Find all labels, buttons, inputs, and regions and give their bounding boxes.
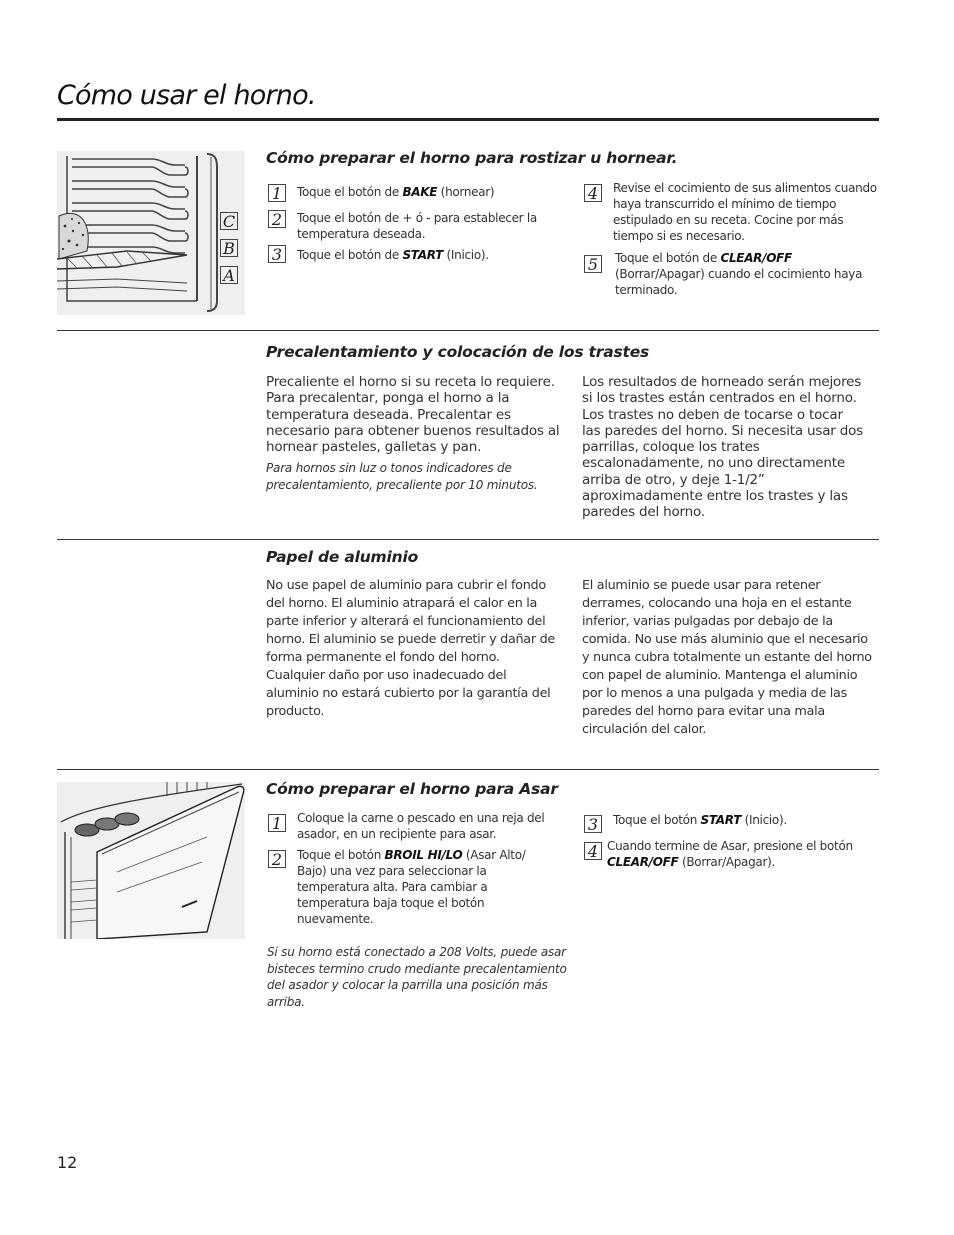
bake-step-number: 4 bbox=[584, 184, 602, 202]
bake-step-text: Toque el botón de CLEAR/OFF (Borrar/Apagar) cuando el cocimiento haya terminado. bbox=[615, 251, 863, 297]
preheat-heading: Precalentamiento y colocación de los trastes bbox=[266, 343, 650, 361]
foil-left-text: No use papel de aluminio para cubrir el fondo del horno. El aluminio atrapará el calor en la parte inferior y alterará el funcionamiento del horno. El aluminio se puede derretir y dañar de forma permanente el fondo del horno. Cualquier daño por uso inadecuado del aluminio no estará cubierto por la garantía del producto. bbox=[266, 578, 555, 719]
broil-step-number: 3 bbox=[584, 815, 602, 833]
broil-step-number: 2 bbox=[268, 850, 286, 868]
bake-step-text: Revise el cocimiento de sus alimentos cuando haya transcurrido el mínimo de tiempo estipulado en su receta. Cocine por más tiempo si es necesario. bbox=[613, 181, 877, 243]
bake-step-number: 5 bbox=[584, 255, 602, 273]
page-number: 12 bbox=[57, 1153, 78, 1172]
section-divider bbox=[57, 539, 879, 540]
rack-label-b: B bbox=[220, 239, 238, 257]
broil-step-text: Cuando termine de Asar, presione el botón CLEAR/OFF (Borrar/Apagar). bbox=[607, 839, 853, 869]
preheat-left-text: Precaliente el horno si su receta lo requiere. Para precalentar, ponga el horno a la temperatura deseada. Precalentar es necesario para obtener buenos resultados al hornear pasteles, galletas y pan. bbox=[266, 374, 560, 456]
bake-step-text: Toque el botón de + ó - para establecer la temperatura deseada. bbox=[297, 211, 537, 241]
broil-heading: Cómo preparar el horno para Asar bbox=[266, 780, 558, 798]
bake-step-number: 2 bbox=[268, 210, 286, 228]
section-divider bbox=[57, 330, 879, 331]
rack-label-a: A bbox=[220, 266, 238, 284]
section-divider bbox=[57, 769, 879, 770]
page-title: Cómo usar el horno. bbox=[57, 80, 316, 111]
rack-label-c: C bbox=[220, 212, 238, 230]
title-rule bbox=[57, 118, 879, 121]
preheat-right-text: Los resultados de horneado serán mejores si los trastes están centrados en el horno. Los trastes no deben de tocarse o tocar las paredes del horno. Si necesita usar dos parrillas, coloque los trates escalonadamente, no uno directamente arriba de otro, y deje 1-1/2” aproximadamente entre los trastes y las paredes del horno. bbox=[582, 374, 863, 521]
broil-note: Si su horno está conectado a 208 Volts, puede asar bisteces termino crudo mediante precalentamiento del asador y colocar la parrilla una posición más arriba. bbox=[267, 945, 567, 1009]
broil-step-text: Coloque la carne o pescado en una reja del asador, en un recipiente para asar. bbox=[297, 811, 545, 841]
foil-right-text: El aluminio se puede usar para retener derrames, colocando una hoja en el estante inferior, varias pulgadas por debajo de la comida. No use más aluminio que el necesario y nunca cubra totalmente un estante del horno con papel de aluminio. Mantenga el aluminio por lo menos a una pulgada y media de las paredes del horno para evitar una mala circulación del calor. bbox=[582, 578, 872, 737]
oven-racks-illustration bbox=[57, 151, 245, 315]
foil-heading: Papel de aluminio bbox=[266, 548, 419, 566]
broil-step-text: Toque el botón BROIL HI/LO (Asar Alto/ Bajo) una vez para seleccionar la temperatura alta. Para cambiar a temperatura baja toque el botón nuevamente. bbox=[297, 848, 526, 926]
bake-heading: Cómo preparar el horno para rostizar u hornear. bbox=[266, 149, 678, 167]
bake-step-number: 1 bbox=[268, 184, 286, 202]
broil-oven-illustration bbox=[57, 782, 245, 939]
preheat-note: Para hornos sin luz o tonos indicadores de precalentamiento, precaliente por 10 minutos. bbox=[266, 461, 538, 492]
bake-step-number: 3 bbox=[268, 245, 286, 263]
bake-step-text: Toque el botón de START (Inicio). bbox=[297, 248, 489, 262]
broil-step-number: 1 bbox=[268, 814, 286, 832]
bake-step-text: Toque el botón de BAKE (hornear) bbox=[297, 185, 495, 199]
broil-step-text: Toque el botón START (Inicio). bbox=[613, 813, 787, 827]
broil-step-number: 4 bbox=[584, 842, 602, 860]
